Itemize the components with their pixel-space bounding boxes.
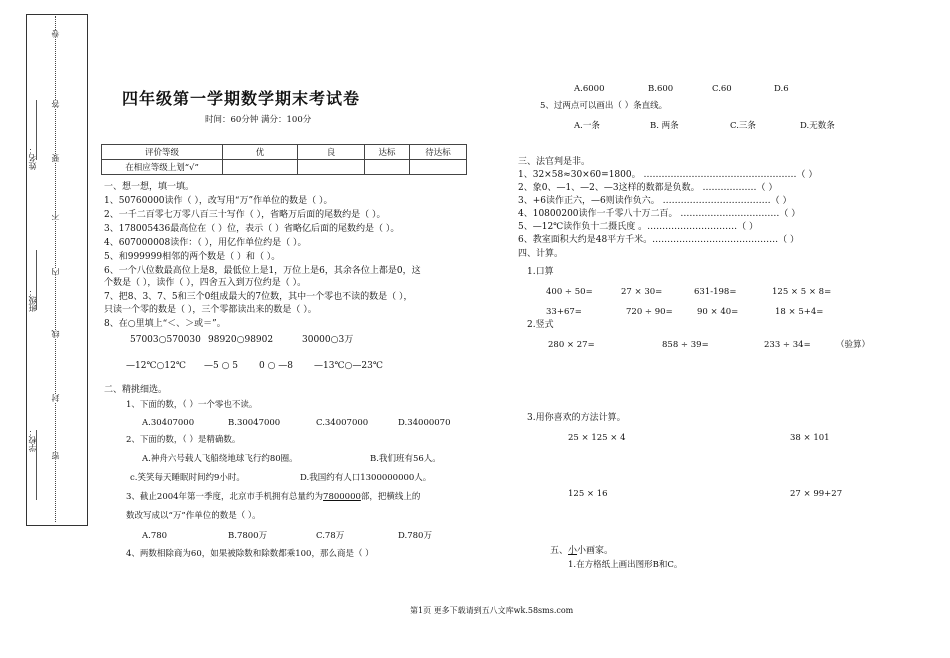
calc-item: 858 ÷ 39= — [662, 340, 709, 350]
grade-table — [101, 144, 467, 175]
option: D.无数条 — [800, 121, 835, 131]
compare-item: 30000○3万 — [302, 335, 354, 345]
calc-item: 400 ÷ 50= — [546, 287, 593, 297]
option: B.30047000 — [228, 418, 281, 428]
option: D.我国约有人口1300000000人。 — [300, 473, 432, 483]
school-blank — [36, 430, 37, 500]
exam-info: 时间：60分钟 满分：100分 — [205, 115, 312, 125]
grade-row-label: 在相应等级上划“√” — [102, 160, 223, 175]
calc-item: 631-198= — [694, 287, 737, 297]
compare-item: 98920○98902 — [208, 335, 274, 345]
option: D.780万 — [398, 531, 432, 541]
subsection-heading: 2.竖式 — [527, 320, 554, 330]
judge-line: 3、+6读作正六，—6则读作负六。 ………………………………（ ） — [518, 196, 792, 206]
question-line: 数改写成以“万”作单位的数是（ ）。 — [126, 511, 261, 521]
underlined-char: 小 — [568, 546, 578, 556]
grade-header: 待达标 — [410, 145, 467, 160]
underlined-number: 7800000 — [323, 492, 361, 502]
question-line: 2、下面的数，（ ）是精确数。 — [126, 435, 241, 445]
calc-item: 38 × 101 — [790, 433, 830, 443]
section-heading: 一、想一想，填一填。 — [104, 182, 195, 192]
question-line: 1.在方格纸上画出图形B和C。 — [568, 560, 683, 570]
grade-header: 达标 — [365, 145, 410, 160]
question-line: 个数是（ ），读作（ ），四舍五入到万位约是（ ）。 — [104, 278, 307, 288]
calc-item: 233 ÷ 34= — [764, 340, 811, 350]
option: A.一条 — [574, 121, 600, 131]
option: C.34007000 — [316, 418, 369, 428]
seal-char: 答 — [51, 100, 60, 108]
option: B.600 — [648, 84, 674, 94]
section-number: 五、 — [550, 546, 569, 556]
section-title: 小画家。 — [577, 546, 614, 556]
seal-char: 密 — [51, 452, 60, 460]
judge-line: 6、教室面积大约是48平方千米。……………………………………（ ） — [518, 235, 800, 245]
calc-item: 18 × 5+4= — [775, 307, 824, 317]
seal-char: 不 — [51, 212, 60, 220]
question-line — [126, 491, 420, 503]
question-line: 8、在○里填上“＜、＞或＝”。 — [104, 319, 226, 329]
option: C.60 — [712, 84, 732, 94]
option: B.7800万 — [228, 531, 268, 541]
calc-item: 125 × 5 × 8= — [772, 287, 832, 297]
question-line: 3、178005436最高位在（ ）位，表示（ ）省略亿后面的尾数约是（ ）。 — [104, 224, 400, 234]
compare-item: 0 ○ —8 — [259, 361, 294, 371]
option: A.780 — [142, 531, 168, 541]
question-line: 1、50760000读作（ ），改写用“万”作单位的数是（ ）。 — [104, 196, 333, 206]
judge-line: 5、—12℃读作负十二摄氏度 。…………………………（ ） — [518, 222, 758, 232]
question-line: 6、一个八位数最高位上是8，最低位上是1，万位上是6，其余各位上都是0，这 — [104, 266, 421, 276]
check-note: （验算） — [836, 340, 871, 350]
option: D.6 — [774, 84, 789, 94]
name-label: 姓名： — [28, 146, 37, 170]
school-label: 学校： — [28, 428, 37, 452]
question-line: 5、和999999相邻的两个数是（ ）和（ ）。 — [104, 252, 281, 262]
section-heading: 三、法官判是非。 — [518, 157, 591, 167]
calc-item: 280 × 27= — [548, 340, 595, 350]
seal-char: 线 — [51, 330, 60, 338]
option: C.78万 — [316, 531, 345, 541]
question-line: 5、过两点可以画出（ ）条直线。 — [540, 101, 668, 111]
calc-item: 720 ÷ 90= — [626, 307, 673, 317]
grade-cell[interactable] — [410, 160, 467, 175]
grade-cell[interactable] — [365, 160, 410, 175]
class-label: 班级： — [28, 288, 37, 312]
calc-item: 33+67= — [546, 307, 582, 317]
option: B.我们班有56人。 — [370, 454, 441, 464]
section-heading: 二、精挑细选。 — [104, 385, 168, 395]
class-blank — [36, 250, 37, 310]
question-line: 1、下面的数，（ ）一个零也不读。 — [126, 400, 258, 410]
seal-char: 内 — [51, 268, 60, 276]
compare-item: —13℃○—23℃ — [314, 361, 383, 371]
judge-line: 4、10800200读作一千零八十万二百。 ……………………………（ ） — [518, 209, 801, 219]
grade-header: 优 — [223, 145, 298, 160]
option: C.三条 — [730, 121, 756, 131]
option: B. 两条 — [650, 121, 679, 131]
page-title: 四年级第一学期数学期末考试卷 — [122, 89, 361, 108]
question-line: 4、两数相除商为60，如果被除数和除数都乘100，那么商是（ ） — [126, 549, 374, 559]
calc-item: 27 × 30= — [621, 287, 663, 297]
calc-item: 25 × 125 × 4 — [568, 433, 626, 443]
judge-line: 2、象0、—1、—2、—3这样的数都是负数。 ………………（ ） — [518, 183, 778, 193]
question-line: 2、一千二百零七万零八百三十写作（ ），省略万后面的尾数约是（ ）。 — [104, 210, 386, 220]
option: D.34000070 — [398, 418, 451, 428]
question-line: 只读一个零的数是（ ），三个零都读出来的数是（ ）。 — [104, 305, 317, 315]
option: A.30407000 — [142, 418, 195, 428]
seal-char: 封 — [51, 394, 60, 402]
page-footer: 第1页 更多下载请到五八文库wk.58sms.com — [410, 606, 574, 615]
compare-item: —12℃○12℃ — [126, 361, 186, 371]
option: A.神舟六号载人飞船绕地球飞行约80圈。 — [142, 454, 298, 464]
question-line: 4、607000008读作：（ ），用亿作单位约是（ ）。 — [104, 238, 307, 248]
calc-item: 125 × 16 — [568, 489, 608, 499]
question-line: 7、把8、3、7、5和三个0组成最大的7位数，其中一个零也不读的数是（ ）， — [104, 292, 413, 302]
question-text: 3、截止2004年第一季度，北京市手机拥有总量约为 — [126, 492, 324, 502]
grade-header: 良 — [298, 145, 365, 160]
name-blank — [36, 100, 37, 160]
grade-cell[interactable] — [298, 160, 365, 175]
section-heading: 四、计算。 — [518, 249, 564, 259]
seal-char: 卷 — [51, 30, 60, 38]
section-heading — [550, 545, 613, 557]
calc-item: 90 × 40= — [697, 307, 739, 317]
grade-cell[interactable] — [223, 160, 298, 175]
judge-line: 1、32×58≈30×60=1800。 ……………………………………………（ ） — [518, 170, 818, 180]
calc-item: 27 × 99+27 — [790, 489, 843, 499]
subsection-heading: 1.口算 — [527, 267, 554, 277]
compare-item: —5 ○ 5 — [204, 361, 239, 371]
option: A.6000 — [574, 84, 605, 94]
subsection-heading: 3.用你喜欢的方法计算。 — [527, 413, 626, 423]
compare-item: 57003○570030 — [130, 335, 201, 345]
option: c.笑笑每天睡眠时间约9小时。 — [130, 473, 245, 483]
question-text: 部，把横线上的 — [360, 492, 421, 502]
seal-char: 要 — [51, 154, 60, 162]
grade-header: 评价等级 — [102, 145, 223, 160]
